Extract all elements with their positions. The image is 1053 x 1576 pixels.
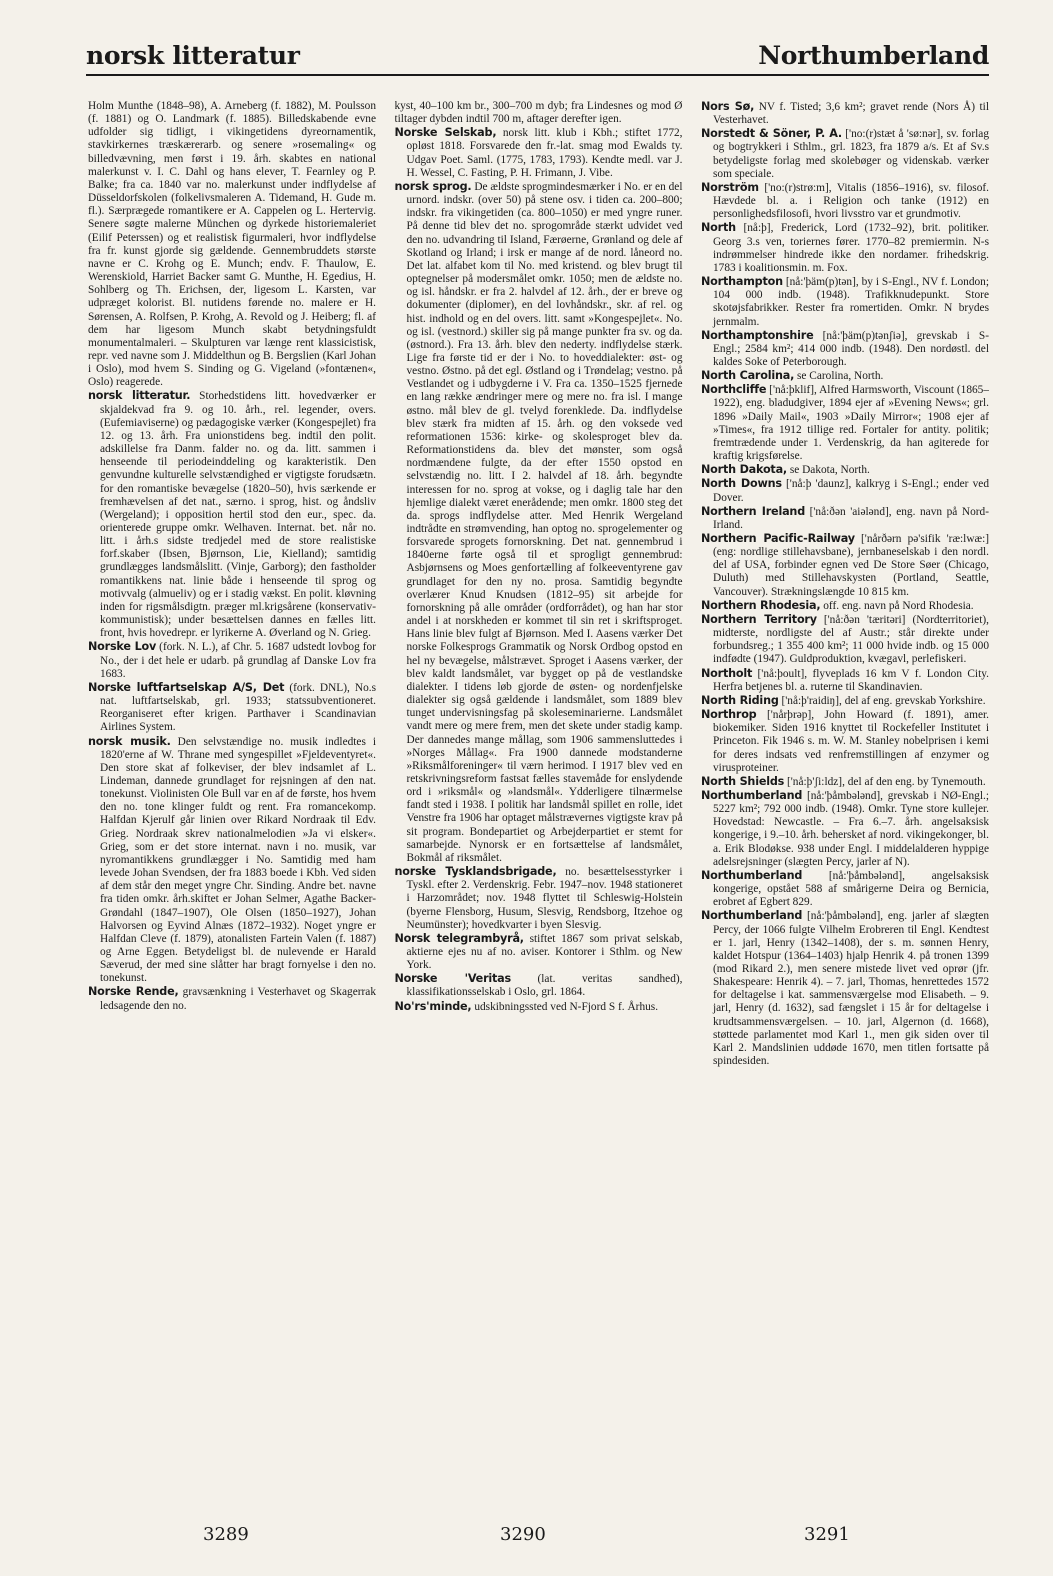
dictionary-entry [701, 599, 989, 613]
running-header [86, 34, 989, 76]
dictionary-entry [395, 100, 683, 126]
entry-headword: Northcliffe [701, 383, 767, 397]
entry-text: gravsænkning i Vesterhavet og Skagerrak ledsagende den no. [100, 986, 376, 1012]
entry-text: Holm Munthe (1848–98), A. Arneberg (f. 1882), M. Poulsson (f. 1881) og O. Landmark (f. 1885). Billedskabende evne udfolder sig tidligt, i vikingetidens dyreornamentik, stavkirkernes træskærerarb. og senere »rosemaling« og billedvævning, men først i 19. årh. skabtes en national malerkunst v. I. C. Dahl og hans elever, T. Fearnley og P. Balke; fra ca. 1840 var no. malerkunst under indflydelse af Düsseldorfskolen (folkelivsmaleren A. Tidemand, H. Gude m. fl.). Særprægede romantikere er A. Cappelen og L. Hertervig. Senere søgte malerne München og dyrkede historiemaleriet (Eilif Peterssen) og et realistisk figurmaleri, hvor indflydelse fra fr. kunst gjorde sig gældende. Gennembruddets største navne er C. Krohg og E. Munch; endv. F. Thaulow, E. Werenskiold, Harriet Backer samt G. Munthe, H. Egedius, H. Sohlberg og Th. Erichsen, der, ligesom L. Karsten, var udpræget kolorist. Bl. nutidens førende no. malere er H. Sørensen, A. Rolfsen, P. Krohg, A. Revold og J. Heiberg; fl. af dem har ligesom Munch skabt betydningsfuldt monumentalmaleri. – Skulpturen var længe rent klassicistisk, repr. ved navne som J. Middelthun og B. Bergslien (Karl Johan i Oslo), mod hvem S. Sinding og G. Vigeland (»fontænen«, Oslo) reagerede. [88, 100, 376, 389]
entry-text: De ældste sprogmindesmærker i No. er en del urnord. indskr. (over 50) på stene osv. i tiden ca. 200–800; indskr. fra vikingetiden (ca. 800–1050) er med yngre runer. På denne tid blev det no. sprogområde stærkt udvidet ved den no. udvandring til Island, Færøerne, Grønland og dele af Skotland og Irland; i irsk er mange af de nord. låneord no. Det lat. alfabet kom til No. med kristend. og blev brugt til optegnelser på modersmålet omkr. 1050; men de ældste no. og isl. håndskr. er fra 2. halvdel af 12. årh., der er breve og dokumenter (diplomer), en del lovhåndskr., skr. af rel. og hist. indhold og en del overs. litt. samt »Kongespejlet«. No. og isl. (vestnord.) skiller sig på mange punkter fra sv. og da. (østnord.). Fra 13. årh. blev den nederty. indflydelse stærk. Lige fra første tid er der i No. to hoveddialekter: øst- og vestno. Østno. på det egl. Østland og i Trøndelag; vestno. på Vestlandet og i udbygderne i V. Fra ca. 1350–1525 fjernede en lang række ændringer mere og mere no. fra isl. I mange østno. mål blev de gl. tvelyd forenklede. Da. indflydelse blev stærk fra midten af 15. årh. og den voksede ved reformationen 1536: kirke- og skolesproget blev da. Reformationstidens da. blev det mønster, som også nordmændene fulgte, da der efter 1550 opstod en selvstændig no. litt. I 2. halvdel af 18. årh. begyndte interessen for no. sprog at vokse, og i daglig tale har den hjemlige dialekt været enerådende; men omkr. 1800 steg det da. sprogs indflydelse atter. Med Henrik Wergeland indtrådte en strømvending, han optog no. sprogelementer og forsvarede sprogets fornorskning. Det nat. gennembrud i 1840erne førte også til et sprogligt gennembrud: Asbjørnsens og Moes genfortælling af folkeeventyrene gav grundlaget for den ny no. prosa. Samtidig begyndte overlærer Knud Knudsen (1812–95) sit arbejde for fornorskning på alle områder (ordforrådet), og han har stor andel i at norskheden er kommet til sin ret i skriftsproget. Hans linie blev fulgt af Bjørnson. Med I. Aasens værker Det norske Folkesprogs Grammatik og Norsk Ordbog opstod en hel ny bevægelse, målstrævet. Sproget i Aasens værker, der blev kaldt landsmålet, var bygget op på de vestlandske dialekter. I tidens løb gjorde de østen- og nordenfjelske dialekter sig også gældende i landsmålet, som 1889 blev tunget undervisningsfag på skoleseminarierne. Landsmålet vandt mere og mere frem, men det skete under stadig kamp. Der dannedes mange mållag, som 1906 sammensluttedes i »Norges Mållag«. Fra 1900 dannede modstanderne »Riksmålforeninger« til værn herimod. I 1917 blev ved en retskrivningsreform fastsat fælles stavemåde for enslydende ord i »riksmål« og »landsmål«. Ydderligere tilnærmelse fandt sted i 1938. I politik har landsmål spillet en rolle, idet Venstre fra 1906 har optaget målstrævernes vigtigste krav på sit program. Bondepartiet og Arbejderpartiet er stemt for samarbejde. Nynorsk er en fortsættelse af landsmålet, Bokmål af riksmålet. [406, 180, 683, 864]
dictionary-entry [88, 681, 376, 735]
entry-headword: Northamptonshire [701, 328, 814, 342]
dictionary-entry [701, 100, 989, 127]
entry-headword: Norske luftfartselskap A/S, Det [88, 680, 285, 694]
dictionary-entry [88, 735, 376, 986]
entry-text: stiftet 1867 som privat selskab, aktierne ejes nu af no. aviser. Kontorer i Sthlm. og New York. [406, 932, 683, 972]
entry-text: norsk litt. klub i Kbh.; stiftet 1772, opløst 1818. Forsvarede den fr.-lat. smag mod Ewalds ty. Udgav Poet. Saml. (1775, 1783, 1793). Kendte medl. var J. H. Wessel, C. Fasting, P. H. Frimann, J. Vibe. [406, 127, 683, 179]
column-middle [395, 100, 683, 1490]
entry-headword: Norske Lov [88, 640, 157, 654]
dictionary-entry [701, 532, 989, 599]
dictionary-entry [395, 865, 683, 932]
entry-headword: North Dakota, [701, 463, 787, 477]
entry-headword: Northern Pacific-Railway [701, 532, 855, 545]
entry-headword: No'rs'minde, [394, 999, 472, 1013]
dictionary-entry [701, 505, 989, 532]
entry-headword: North Shields [701, 774, 785, 788]
dictionary-entry [88, 985, 376, 1012]
entry-text: ['nå:ðən 'tæritəri] (Nordterritoriet), midterste, nordligste del af Austr.; står direkte under forbundsreg.; 1 355 400 km²; 11 000 hvide indb. og 15 000 indfødte (1947). Guldproduktion, kvægavl, perlefiskeri. [713, 613, 989, 666]
entry-headword: Norske 'Veritas [394, 972, 511, 986]
entry-text: se Carolina, North. [797, 370, 884, 383]
entry-text: [nå:'þåmbələnd], grevskab i NØ-Engl.; 5227 km²; 792 000 indb. (1948). Omkr. Tyne store kullejer. Hovedstad: Newcastle. – Fra 6.–7. årh. angelsaksisk kongerige, i 9.–10. årh. behersket af nord. vikingekonger, bl. a. Erik Blodøkse. 938 under Engl. I middelalderen hyppige adelsrejsninger (slægten Percy, jarler af N). [713, 789, 989, 868]
entry-text: Den selvstændige no. musik indledtes i 1820'erne af W. Thrane med syngespillet »Fjeldeventyret«. Den store skat af folkeviser, der blev indsamlet af L. Lindeman, dannede grundlaget for rejsningen af den nat. tonekunst. Violinisten Ole Bull var en af de første, hos hvem den no. tone klinger fuldt og rent. Fra romancekomp. Halfdan Kjerulf går linien over Rikard Nordraak til Edv. Grieg. Nordraak skrev nationalmelodien »Ja vi elsker«. Grieg, som er det store internat. navn i no. musik, var nyromantikkens grundlægger i No. Samtidig med ham levede Johan Svendsen, der fra 1883 boede i Kbh. Ved siden af dem står den meget yngre Chr. Sinding. Andre bet. navne fra tiden omkr. årh.skiftet er Johan Selmer, Agathe Backer-Grøndahl (1847–1907), Ole Olsen (1850–1927), Johan Halvorsen og Eyvind Alnæs (1872–1932). Noget yngre er Halfdan Cleve (f. 1879), atonalisten Fartein Valen (f. 1887) og Arne Eggen. Betydeligst bl. de nulevende er Harald Sæverud, der med sine slåtter har bragt fornyelse i den no. tonekunst. [100, 735, 376, 985]
entry-text: ['nå:þklif], Alfred Harmsworth, Viscount (1865–1922), eng. bladudgiver, 1894 ejer af »Evening News«; grl. 1896 »Daily Mail«, 1903 »Daily Mirror«; 1908 ejer af »Times«, fra 1912 tillige red. Fortaler for antity. politik; fremtrædende under 1. Verdenskrig, da han agiterede for kraftig krigsførelse. [713, 384, 989, 463]
dictionary-entry [88, 640, 376, 680]
dictionary-entry [395, 972, 683, 999]
entry-text: [nå:'þåmbələnd], angelsaksisk kongerige, opstået 588 af smårigerne Deira og Bernicia, erobret af Egbert 829. [713, 869, 989, 909]
entry-text: (fork. DNL), No.s nat. luftfartselskab, grl. 1933; statssubventioneret. Reorganiseret efter krigen. Parthaver i Scandinavian Airlines System. [100, 681, 376, 734]
entry-headword: Northern Territory [701, 612, 817, 626]
entry-text: se Dakota, North. [789, 464, 870, 477]
entry-headword: norsk sprog. [394, 179, 472, 193]
column-left [88, 100, 376, 1490]
page-number: 3290 [500, 1524, 546, 1545]
dictionary-entry [701, 869, 989, 909]
dictionary-entry [88, 100, 376, 389]
entry-headword: norske Tysklandsbrigade, [394, 865, 557, 879]
dictionary-entry [395, 126, 683, 180]
page-number: 3289 [203, 1524, 249, 1545]
entry-headword: North Carolina, [701, 369, 795, 383]
entry-text: [nå:þ], Frederick, Lord (1732–92), brit. politiker. Georg 3.s ven, toriernes fører. 1770–82 premiermin. N-s indrømmelser hindrede ikke den nordamer. frihedskrig. 1783 i koalitionsmin. m. Fox. [713, 222, 989, 274]
dictionary-entry [701, 909, 989, 1068]
entry-text: ['nå:þ'ʃi:ldz], del af den eng. by Tynemouth. [786, 775, 986, 788]
entry-text: ['no:(r)stæt å 'sø:nər], sv. forlag og bogtrykkeri i Sthlm., grl. 1823, fra 1879 a/s. Et af Sv.s betydeligste forlag med skolebøger og videnskab. værker som speciale. [713, 128, 989, 180]
dictionary-entry [701, 127, 989, 181]
entry-headword: Northern Ireland [701, 504, 806, 518]
dictionary-entry [395, 932, 683, 972]
entry-headword: Norström [701, 180, 759, 194]
dictionary-entry [701, 477, 989, 504]
dictionary-entry [701, 275, 989, 329]
entry-headword: Northolt [701, 666, 753, 680]
entry-headword: Nors Sø, [701, 100, 755, 113]
dictionary-entry [701, 775, 989, 789]
page-number-footer [88, 1524, 989, 1550]
dictionary-entry [701, 708, 989, 775]
entry-text: Storhedstidens litt. hovedværker er skjaldekvad fra 9. og 10. årh., rel. legender, overs. (Eufemiaviserne) og pædagogiske værker (Kongespejlet) fra 12. og 13. årh. Fra unionstidens beg. indtil den polit. adskillelse fra Danm. falder no. og da. litt. sammen i henseende til periodeinddeling og karakteristik. Den genvundne kulturelle selvstændighed er vigtigste forudsætn. for den romantiske bevægelse (1820–50), hvis særkende er fremhævelsen af det nat., særno. i sprog, hist. og åndsliv (Wergeland); i opposition hertil stod den eur., spec. da. orienterede gruppe omkr. Welhaven. Internat. bet. når no. litt. i årh.s sidste tredjedel med de store realistiske forf.skaber (Ibsen, Bjørnson, Lie, Kielland); samtidig grundlægges landsmålslitt. (Vinje, Garborg); den fastholder romantikkens nat. linie både i henseende til sprog og motivvalg (almueliv) og er i stadig vækst. En polit. kløvning inden for rigsmålsdigtn. præger ml.krigsårene (konservativ-kommunistisk); under besættelsen dannes en fælles litt. front, hvis hovedrepr. er lyrikerne A. Øverland og N. Grieg. [100, 390, 376, 640]
entry-text: ['nå:þoult], flyveplads 16 km V f. London City. Herfra betjenes bl. a. ruterne til Skandinavien. [713, 667, 989, 693]
entry-headword: Northampton [701, 275, 783, 289]
dictionary-entry [395, 1000, 683, 1014]
entry-headword: Northumberland [701, 788, 803, 802]
entry-headword: North Riding [701, 693, 779, 707]
entry-text: kyst, 40–100 km br., 300–700 m dyb; fra Lindesnes og mod Ø tiltager dybden indtil 700 m, aftager derefter igen. [394, 100, 683, 126]
dictionary-entry [701, 181, 989, 221]
dictionary-entry [701, 221, 989, 275]
dictionary-entry [701, 463, 989, 477]
entry-headword: norsk litteratur. [88, 389, 191, 403]
entry-text: ['nårðərn pə'sifik 'ræ:lwæ:] (eng: nordlige stillehavsbane), jernbaneselskab i den nordl. del af USA, forbinder egnen ved De Store Søer (Chicago, Duluth) med Stillehavskysten (Portland, Seattle, Vancouver). Strækningslængde 10 815 km. [713, 533, 989, 598]
entry-text: ['nårþrəp], John Howard (f. 1891), amer. biokemiker. Siden 1916 knyttet til Rockefeller Institutet i Princeton. Fik 1946 s. m. W. M. Stanley nobelprisen i kemi for deres indsats ved renfremstillingen af enzymer og virusproteiner. [713, 709, 989, 774]
entry-headword: Norsk telegrambyrå, [394, 931, 524, 945]
dictionary-entry [701, 694, 989, 708]
entry-text: [nå:'þäm(p)tənʃiə], grevskab i S-Engl.; 2584 km²; 414 000 indb. (1948). Den nordøstl. del kaldes Soke of Peterborough. [713, 329, 989, 368]
text-columns [88, 100, 989, 1490]
entry-headword: North [701, 221, 736, 235]
dictionary-entry [701, 383, 989, 463]
entry-headword: Norske Selskab, [394, 126, 497, 140]
entry-text: [nå:'þåmbələnd], eng. jarler af slægten Percy, der 1066 fulgte Vilhelm Erobreren til Engl. Kendtest er 1. jarl, Henry (1342–1408), der s. m. sønnen Henry, kaldet Hotspur (1364–1403) hjalp Henrik 4. på tronen 1399 (mod Rikard 2.), men senere mistede livet ved oprør (jfr. Shakespeare: Henrik 4). – 7. jarl, Thomas, henrettedes 1572 for deltagelse i kat. sammensværgelse mod Elisabeth. – 9. jarl, Henry (d. 1632), sad fængslet i 15 år for deltagelse i krudtsammensværgelsen. – 10. jarl, Algernon (d. 1668), støttede parlamentet mod Karl 1., men gik siden over til Karl 2. Mandslinien uddøde 1670, men titlen fortsatte på spindesiden. [713, 910, 989, 1068]
entry-headword: Norske Rende, [88, 985, 179, 999]
entry-headword: norsk musik. [88, 734, 171, 748]
entry-text: ['nå:ðən 'aiələnd], eng. navn på Nord-Irland. [713, 505, 989, 531]
entry-text: ['no:(r)strø:m], Vitalis (1856–1916), sv. filosof. Hævdede bl. a. i Religion och tanke (1912) en personlighedsfilosofi, hvori livsstro var et grundmotiv. [713, 181, 989, 221]
dictionary-entry [701, 613, 989, 667]
entry-text: no. besættelsesstyrker i Tyskl. efter 2. Verdenskrig. Febr. 1947–nov. 1948 stationeret i Harzområdet; nov. 1948 flyttet til Schleswig-Holstein (byerne Flensborg, Husum, Slesvig, Rendsborg, Itzehoe og Neumünster); hovedkvarter i byen Slesvig. [406, 866, 683, 931]
entry-headword: Northumberland [701, 909, 803, 923]
entry-headword: Northumberland [701, 868, 803, 882]
entry-text: (lat. veritas sandhed), klassifikationsselskab i Oslo, grl. 1864. [406, 973, 683, 999]
entry-text: udskibningssted ved N-Fjord S f. Århus. [474, 1000, 659, 1013]
entry-text: [nå:'þäm(p)tən], by i S-Engl., NV f. London; 104 000 indb. (1948). Trafikknudepunkt. Store skotøjsfabrikker. Rester fra romertiden. Omkr. N brydes jernmalm. [713, 276, 989, 328]
header-right-guideword: Northumberland [758, 41, 989, 70]
entry-text: (fork. N. L.), af Chr. 5. 1687 udstedt lovbog for No., der i det hele er udarb. på grundlag af Danske Lov fra 1683. [100, 641, 376, 680]
entry-text: ['nå:þ 'daunz], kalkryg i S-Engl.; ender ved Dover. [713, 478, 989, 504]
page-number: 3291 [804, 1524, 850, 1545]
entry-headword: Norstedt & Söner, P. A. [701, 127, 842, 141]
dictionary-entry [701, 329, 989, 369]
column-right [701, 100, 989, 1490]
entry-text: NV f. Tisted; 3,6 km²; gravet rende (Nors Å) til Vesterhavet. [713, 101, 989, 127]
entry-headword: North Downs [701, 477, 782, 491]
entry-text: off. eng. navn på Nord Rhodesia. [823, 599, 974, 612]
entry-headword: Northrop [701, 708, 757, 722]
dictionary-entry [395, 180, 683, 865]
entry-text: ['nå:þ'raidiŋ], del af eng. grevskab Yorkshire. [781, 694, 986, 707]
dictionary-entry [88, 389, 376, 640]
dictionary-entry [701, 369, 989, 383]
dictionary-entry [701, 667, 989, 694]
dictionary-entry [701, 789, 989, 869]
entry-headword: Northern Rhodesia, [701, 598, 821, 612]
header-left-guideword: norsk litteratur [86, 41, 300, 70]
